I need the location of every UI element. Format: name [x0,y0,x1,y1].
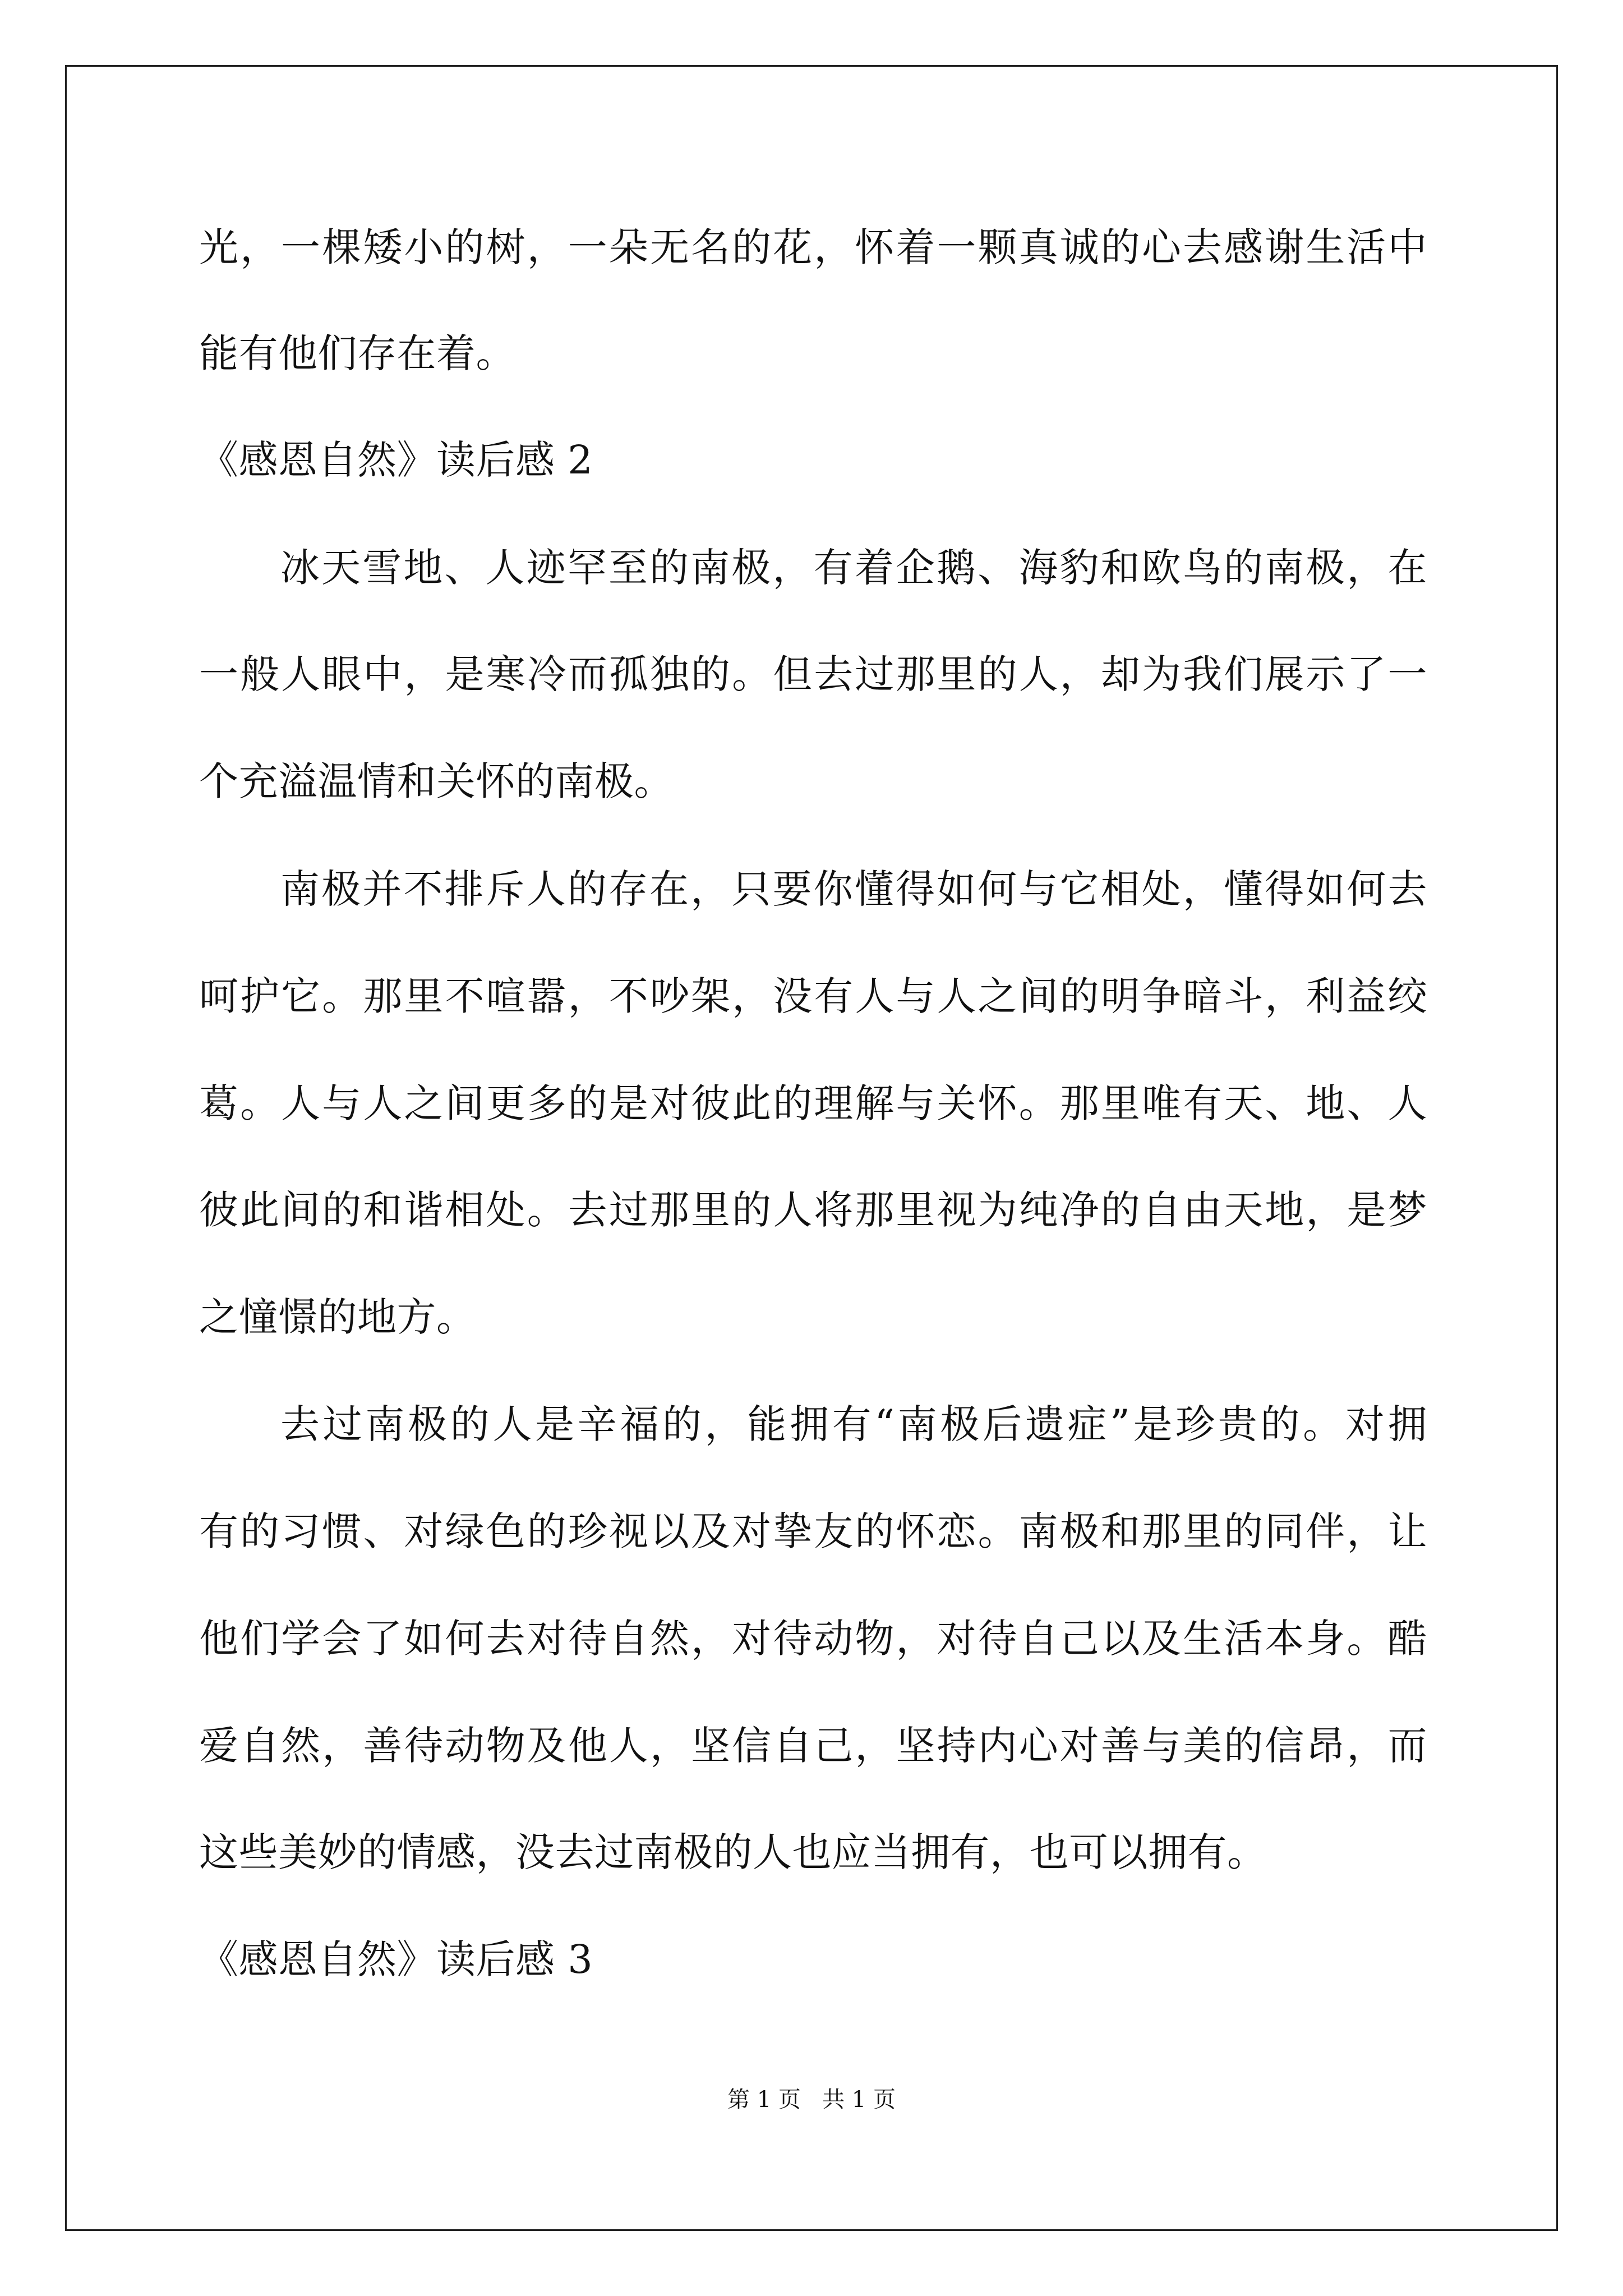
body-line: 他们学会了如何去对待自然，对待动物，对待自己以及生活本身。酷 [199,1616,1427,1662]
body-line: 南极并不排斥人的存在，只要你懂得如何与它相处，懂得如何去 [280,866,1427,912]
body-line: 一般人眼中，是寒冷而孤独的。但去过那里的人，却为我们展示了一 [199,651,1427,697]
body-line: 光，一棵矮小的树，一朵无名的花，怀着一颗真诚的心去感谢生活中 [199,224,1427,270]
section-heading: 《感恩自然》读后感 3 [199,1936,593,1982]
body-line: 有的习惯、对绿色的珍视以及对挚友的怀恋。南极和那里的同伴，让 [199,1508,1427,1554]
body-line: 这些美妙的情感，没去过南极的人也应当拥有，也可以拥有。 [199,1829,1267,1875]
body-line: 爱自然，善待动物及他人，坚信自己，坚持内心对善与美的信昂，而 [199,1723,1427,1769]
body-line: 去过南极的人是辛福的，能拥有“南极后遗症”是珍贵的。对拥 [280,1401,1427,1447]
page-frame [65,65,1558,2231]
body-line: 个充溢温情和关怀的南极。 [199,758,674,804]
body-line: 冰天雪地、人迹罕至的南极，有着企鹅、海豹和欧鸟的南极，在 [280,545,1427,591]
body-line: 葛。人与人之间更多的是对彼此的理解与关怀。那里唯有天、地、人 [199,1080,1427,1126]
body-line: 能有他们存在着。 [199,330,515,376]
body-line: 彼此间的和谐相处。去过那里的人将那里视为纯净的自由天地，是梦 [199,1187,1427,1233]
page-footer: 第 1 页 共 1 页 [727,2087,896,2113]
section-heading: 《感恩自然》读后感 2 [199,437,593,483]
body-line: 呵护它。那里不喧嚣，不吵架，没有人与人之间的明争暗斗，利益绞 [199,973,1427,1019]
body-line: 之憧憬的地方。 [199,1294,476,1340]
